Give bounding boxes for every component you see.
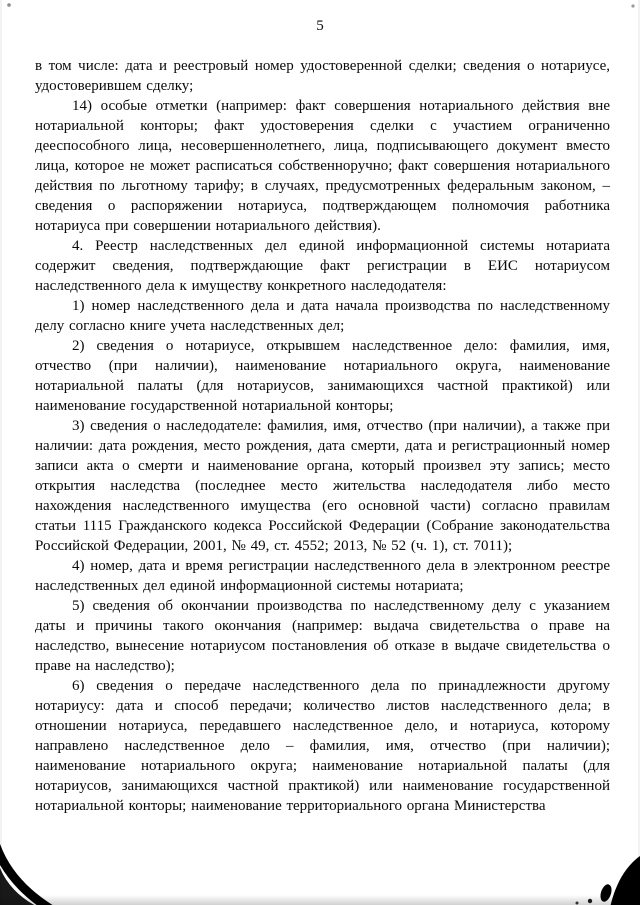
document-paragraph: 3) сведения о наследодателе: фамилия, имя, отчество (при наличии), а также при наличии: дата рождения, место рождения, дата смерти, дата и регистрационный номер записи акта о смерти и наименование органа, который произвел эту запись; место открытия наследства (последнее место жительства наследодателя либо место нахождения наследственного имущества (его основной части) согласно правилам статьи 1115 Гражданского кодекса Российской Федерации (Собрание законодательства Российской Федерации, 2001, № 49, ст. 4552; 2013, № 52 (ч. 1), ст. 7011);: [35, 418, 610, 554]
scan-artifact-bottom-left-arc: [0, 846, 52, 905]
document-paragraph: 6) сведения о передаче наследственного дела по принадлежности другому нотариусу: дата и способ передачи; количество листов наследственного дела; в отношении нотариуса, передавшего наследственное дело, и нотариуса, которому направлено наследственное дело – фамилия, имя, отчество (при наличии); наименование нотариального округа; наименование нотариальной палаты (для нотариусов, занимающихся частной практикой) или наименование государственной нотариальной конторы; наименование территориального органа Министерства: [35, 678, 610, 814]
document-paragraph: 1) номер наследственного дела и дата начала производства по наследственному делу согласно книге учета наследственных дел;: [35, 298, 610, 334]
scan-speck-top-right: [631, 4, 634, 7]
document-paragraph: 2) сведения о нотариусе, открывшем наследственное дело: фамилия, имя, отчество (при наличии), наименование нотариального округа, наименование нотариальной палаты (для нотариусов, занимающихся частной практикой) или наименование государственной нотариальной конторы;: [35, 338, 610, 414]
page-number: 5: [316, 18, 324, 34]
scan-artifact-bottom-right-blob: [598, 883, 613, 903]
document-paragraph: 4) номер, дата и время регистрации наследственного дела в электронном реестре наследственных дел единой информационной системы нотариата;: [35, 558, 610, 594]
document-paragraph: 4. Реестр наследственных дел единой информационной системы нотариата содержит сведения, подтверждающие факт регистрации в ЕИС нотариусом наследственного дела к имуществу конкретного наследодателя:: [35, 238, 610, 294]
scan-artifact-bottom-right-fill: [610, 856, 640, 905]
document-paragraph: 5) сведения об окончании производства по наследственному делу с указанием даты и причины такого окончания (например: выдача свидетельства о праве на наследство, вынесение нотариусом постановления об отказе в выдаче свидетельства о праве на наследство);: [35, 598, 610, 674]
document-body: [35, 56, 610, 816]
scan-speck-top-left: [7, 3, 11, 7]
scan-edge-left: [0, 0, 2, 905]
scan-artifact-bottom-left-fill: [0, 868, 36, 905]
document-paragraph: в том числе: дата и реестровый номер удостоверенной сделки; сведения о нотариусе, удостоверившем сделку;: [35, 58, 610, 94]
scan-artifact-speck: [588, 899, 592, 903]
document-paragraph: 14) особые отметки (например: факт совершения нотариального действия вне нотариальной конторы; факт удостоверения сделки с участием ограниченно дееспособного лица, несовершеннолетнего, лица, подписывающего документ вместо лица, которое не может расписаться собственноручно; факт совершения нотариального действия по льготному тарифу; в случаях, предусмотренных федеральным законом, – сведения о распоряжении нотариуса, подтверждающем полномочия работника нотариуса при совершении нотариального действия).: [35, 98, 610, 234]
scan-artifact-speck: [576, 902, 579, 905]
scan-bottom-shadow: [0, 895, 640, 905]
